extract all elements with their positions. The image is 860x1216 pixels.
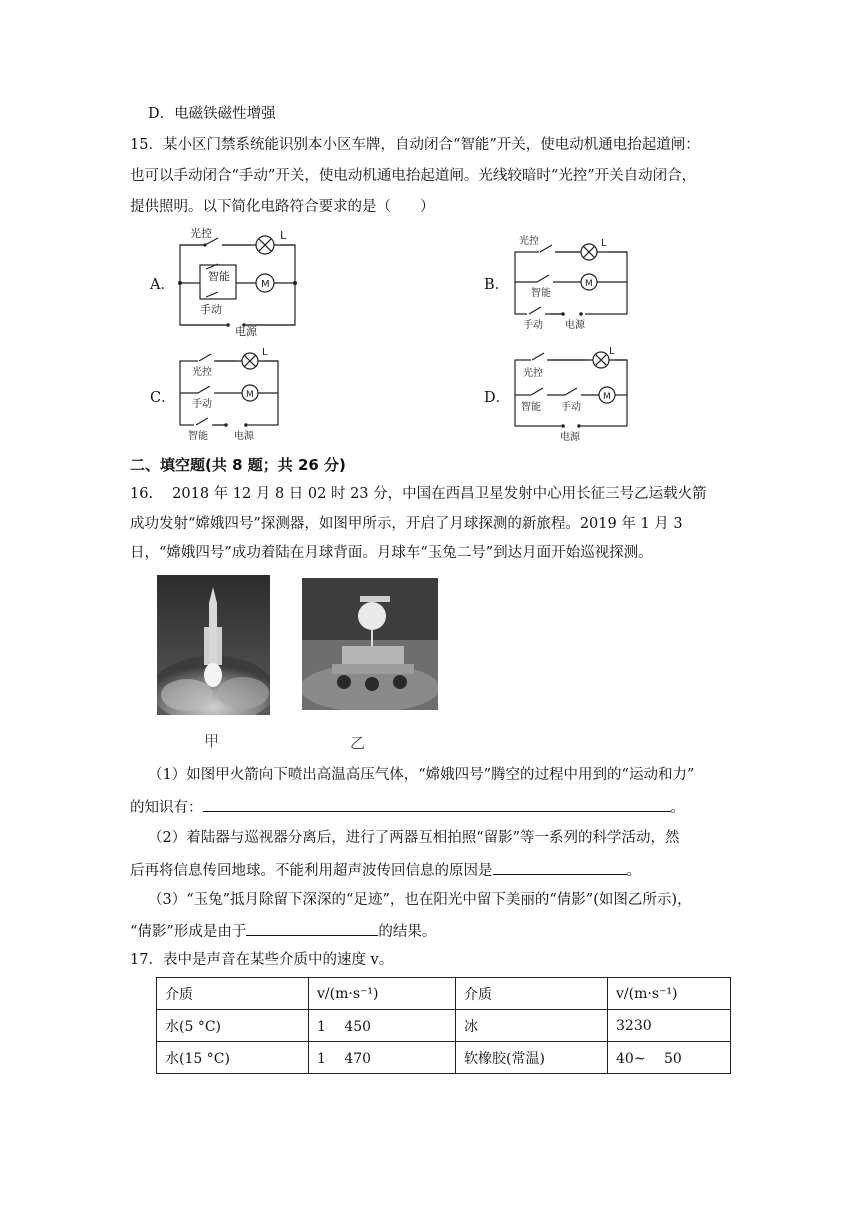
q16-line-1: 16. 2018 年 12 月 8 日 02 时 23 分，中国在西昌卫星发射中心用长征三号乙运载火箭 [130, 486, 707, 502]
table-row [157, 978, 731, 1010]
table-cell: 1 470 [309, 1042, 456, 1074]
svg-text:手动: 手动 [200, 303, 222, 316]
answer-blank-2[interactable] [493, 859, 627, 875]
q15-option-a-label: A． [150, 277, 175, 293]
svg-text:手动: 手动 [561, 402, 581, 413]
svg-text:光控: 光控 [519, 236, 539, 247]
caption-yi: 乙 [350, 734, 366, 752]
table-cell: 3230 [608, 1010, 731, 1042]
svg-text:M: M [261, 279, 270, 290]
q15-option-b-label: B． [484, 277, 510, 293]
table-row [157, 1010, 731, 1042]
q16-sub1-line2: 的知识有： 。 [130, 796, 685, 818]
table-cell: 介质 [456, 978, 608, 1010]
svg-text:电源: 电源 [560, 432, 580, 443]
circuit-a-light-label: 光控 [190, 227, 212, 240]
svg-text:光控: 光控 [192, 367, 212, 378]
circuit-b-diagram [505, 232, 635, 332]
answer-blank-1[interactable] [203, 796, 671, 812]
q15-option-d-label: D． [484, 390, 511, 406]
q15-line-3: 提供照明。以下简化电路符合要求的是（ ） [130, 199, 435, 215]
q16-sub3-line2: “倩影”形成是由于 的结果。 [130, 920, 436, 942]
svg-text:电源: 电源 [234, 431, 254, 442]
table-cell: 软橡胶(常温) [456, 1042, 608, 1074]
svg-text:手动: 手动 [523, 320, 543, 331]
q16-sub3-line1: （3）“玉兔”抵月除留下深深的“足迹”，也在阳光中留下美丽的“倩影”(如图乙所示)， [148, 892, 692, 908]
svg-text:电源: 电源 [565, 320, 585, 331]
caption-jia: 甲 [204, 732, 220, 750]
sound-speed-table [156, 977, 731, 1074]
circuit-d-diagram [505, 340, 637, 448]
table-cell: 40~ 50 [608, 1042, 731, 1074]
svg-text:M: M [585, 279, 593, 289]
svg-text:电源: 电源 [235, 325, 257, 337]
q16-sub2-line2: 后再将信息传回地球。不能利用超声波传回信息的原因是 。 [130, 859, 641, 881]
svg-text:光控: 光控 [523, 368, 543, 379]
table-cell: 介质 [157, 978, 309, 1010]
q16-sub1-line1: （1）如图甲火箭向下喷出高温高压气体，“嫦娥四号”腾空的过程中用到的“运动和力” [148, 767, 695, 783]
q16-sub2-line1: （2）着陆器与巡视器分离后，进行了两器互相拍照“留影”等一系列的科学活动，然 [148, 830, 680, 846]
svg-text:智能: 智能 [531, 288, 551, 299]
q14-option-d: D．电磁铁磁性增强 [148, 106, 276, 122]
q17-intro: 17．表中是声音在某些介质中的速度 v。 [130, 952, 394, 968]
circuit-a-diagram [170, 225, 300, 337]
q15-option-c-label: C． [150, 390, 176, 406]
q15-line-1: 15．某小区门禁系统能识别本小区车牌，自动闭合“智能”开关，使电动机通电抬起道闸： [130, 137, 700, 153]
circuit-c-diagram [170, 343, 285, 443]
table-cell: v/(m·s⁻¹) [309, 978, 456, 1010]
svg-text:L: L [280, 229, 287, 242]
table-cell: 1 450 [309, 1010, 456, 1042]
answer-blank-3[interactable] [246, 920, 378, 936]
table-row [157, 1042, 731, 1074]
svg-text:智能: 智能 [208, 270, 230, 283]
svg-text:智能: 智能 [188, 431, 208, 442]
lunar-rover-photo [302, 578, 438, 710]
q16-line-2: 成功发射“嫦娥四号”探测器，如图甲所示，开启了月球探测的新旅程。2019 年 1 月 3 [130, 516, 683, 532]
svg-text:L: L [609, 346, 615, 357]
table-cell: v/(m·s⁻¹) [608, 978, 731, 1010]
q15-line-2: 也可以手动闭合“手动”开关，使电动机通电抬起道闸。光线较暗时“光控”开关自动闭合， [130, 168, 697, 184]
svg-text:L: L [262, 347, 268, 358]
svg-text:手动: 手动 [192, 399, 212, 410]
section-title: 二、填空题(共 8 题；共 26 分) [130, 456, 346, 474]
svg-text:M: M [603, 392, 611, 402]
q16-line-3: 日，“嫦娥四号”成功着陆在月球背面。月球车“玉兔二号”到达月面开始巡视探测。 [130, 545, 653, 561]
table-cell: 水(5 °C) [157, 1010, 309, 1042]
rocket-launch-photo [157, 575, 270, 715]
svg-text:M: M [246, 390, 254, 400]
svg-text:L: L [601, 238, 607, 249]
table-cell: 冰 [456, 1010, 608, 1042]
svg-text:智能: 智能 [521, 402, 541, 413]
table-cell: 水(15 °C) [157, 1042, 309, 1074]
